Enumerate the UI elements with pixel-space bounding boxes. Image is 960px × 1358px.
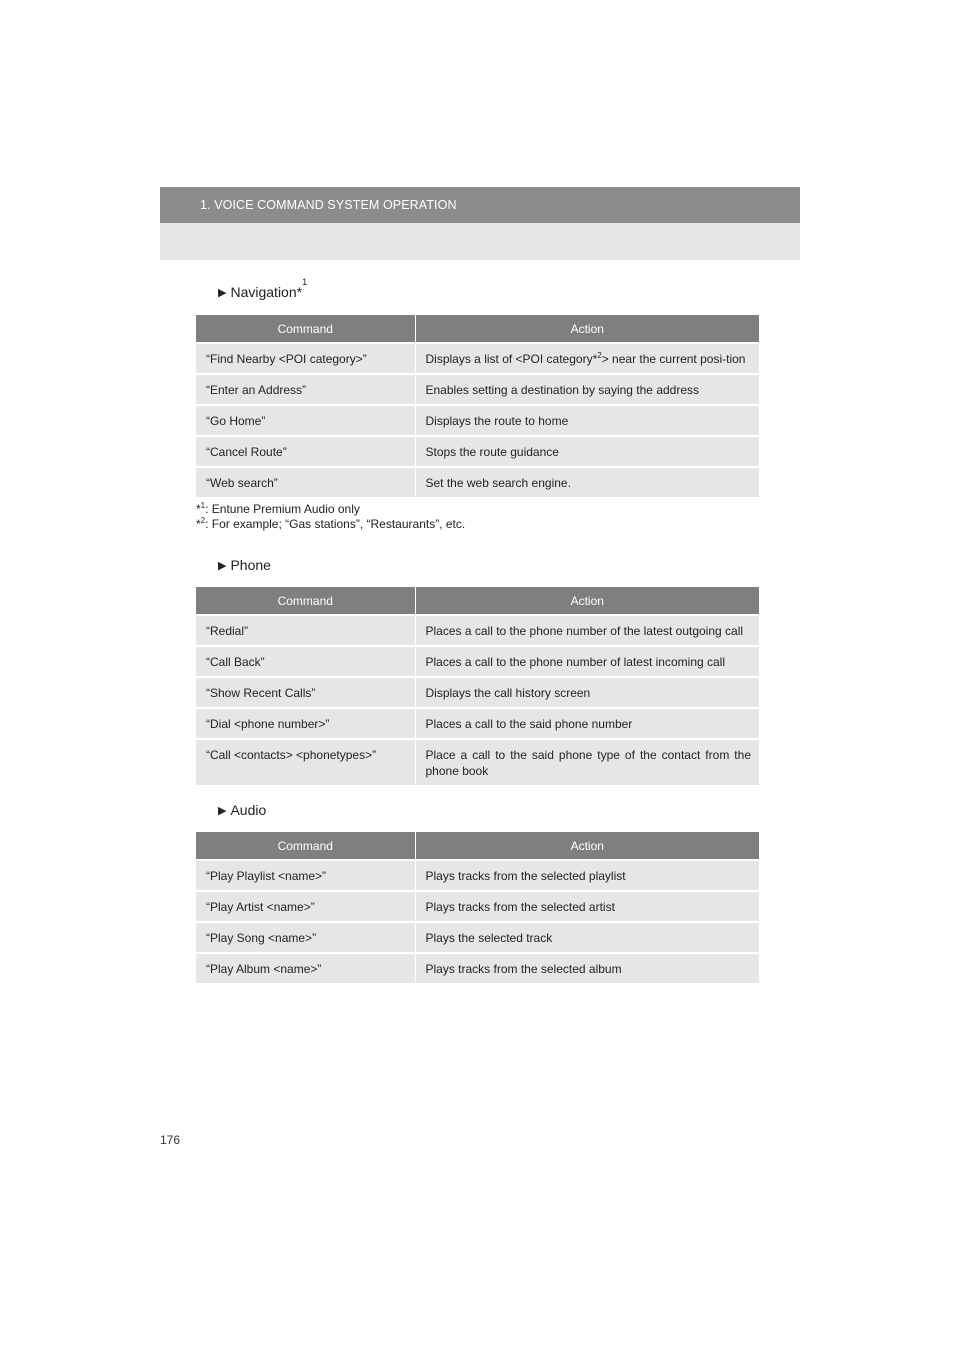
- table-header-row: [196, 832, 759, 860]
- triangle-right-icon: ▶: [218, 287, 227, 299]
- table-row: [196, 343, 759, 374]
- command-cell: “Go Home”: [196, 405, 415, 436]
- audio-table: [196, 832, 759, 983]
- triangle-right-icon: ▶: [218, 560, 227, 572]
- column-header-action: Action: [415, 315, 759, 343]
- section-title-audio: [218, 802, 266, 818]
- table-row: [196, 922, 759, 953]
- section-title-text: Navigation*: [230, 284, 303, 300]
- table-header-row: [196, 315, 759, 343]
- command-cell: “Play Album <name>”: [196, 953, 415, 983]
- footnote-asterisk: *: [196, 517, 201, 531]
- action-cell: Plays tracks from the selected album: [415, 953, 759, 983]
- action-cell: Plays tracks from the selected artist: [415, 891, 759, 922]
- page-number: 176: [160, 1133, 181, 1147]
- table-row: [196, 646, 759, 677]
- navigation-table: [196, 315, 759, 497]
- command-cell: “Call <contacts> <phonetypes>”: [196, 739, 415, 785]
- table-row: [196, 467, 759, 497]
- table-row: [196, 374, 759, 405]
- action-cell: Places a call to the phone number of the latest outgoing call: [415, 615, 759, 646]
- command-cell: “Web search”: [196, 467, 415, 497]
- action-cell: [415, 343, 759, 374]
- command-cell: “Show Recent Calls”: [196, 677, 415, 708]
- column-header-command: Command: [196, 587, 415, 615]
- action-cell: Displays the call history screen: [415, 677, 759, 708]
- column-header-action: Action: [415, 832, 759, 860]
- action-text: > near the current posi-tion: [601, 352, 746, 366]
- section-title-navigation: ▶ Navigation* $^1$: [218, 277, 308, 300]
- table-row: [196, 677, 759, 708]
- section-title-text: Phone: [230, 557, 271, 573]
- action-cell: Stops the route guidance: [415, 436, 759, 467]
- command-cell: “Cancel Route”: [196, 436, 415, 467]
- command-cell: “Play Artist <name>”: [196, 891, 415, 922]
- action-cell: Plays the selected track: [415, 922, 759, 953]
- command-cell: “Play Playlist <name>”: [196, 860, 415, 891]
- table-row: [196, 405, 759, 436]
- column-header-command: Command: [196, 832, 415, 860]
- footnote-mark: 2: [597, 351, 602, 360]
- action-cell: Set the web search engine.: [415, 467, 759, 497]
- action-cell: Enables setting a destination by saying the address: [415, 374, 759, 405]
- table-row: [196, 708, 759, 739]
- action-cell: Displays the route to home: [415, 405, 759, 436]
- table-row: [196, 860, 759, 891]
- footnote-asterisk: *: [196, 502, 201, 516]
- table-row: [196, 739, 759, 785]
- section-title-phone: [218, 557, 271, 573]
- command-cell: “Call Back”: [196, 646, 415, 677]
- command-cell: “Redial”: [196, 615, 415, 646]
- action-text: Displays a list of <POI category*: [425, 352, 598, 366]
- command-cell: “Enter an Address”: [196, 374, 415, 405]
- command-cell: “Play Song <name>”: [196, 922, 415, 953]
- table-row: [196, 436, 759, 467]
- footnote: [196, 502, 465, 517]
- footnote-text: : Entune Premium Audio only: [205, 502, 360, 516]
- table-row: [196, 953, 759, 983]
- action-cell: Place a call to the said phone type of the contact from the phone book: [415, 739, 759, 785]
- command-cell: “Find Nearby <POI category>”: [196, 343, 415, 374]
- table-row: [196, 615, 759, 646]
- page-header: [160, 187, 800, 260]
- phone-table: [196, 587, 759, 785]
- action-cell: Places a call to the said phone number: [415, 708, 759, 739]
- footnote-mark: 1: [200, 501, 206, 510]
- action-cell: Places a call to the phone number of latest incoming call: [415, 646, 759, 677]
- section-title-text: Audio: [230, 802, 267, 818]
- footnote-mark: 2: [200, 516, 206, 525]
- footnote-text: : For example; “Gas stations”, “Restaurants”, etc.: [205, 517, 466, 531]
- command-cell: “Dial <phone number>”: [196, 708, 415, 739]
- footnote: [196, 517, 465, 532]
- triangle-right-icon: ▶: [218, 805, 227, 817]
- action-cell: Plays tracks from the selected playlist: [415, 860, 759, 891]
- table-row: [196, 891, 759, 922]
- footnotes: [196, 502, 465, 532]
- column-header-action: Action: [415, 587, 759, 615]
- table-header-row: [196, 587, 759, 615]
- column-header-command: Command: [196, 315, 415, 343]
- header-section-title: 1. VOICE COMMAND SYSTEM OPERATION: [160, 187, 800, 223]
